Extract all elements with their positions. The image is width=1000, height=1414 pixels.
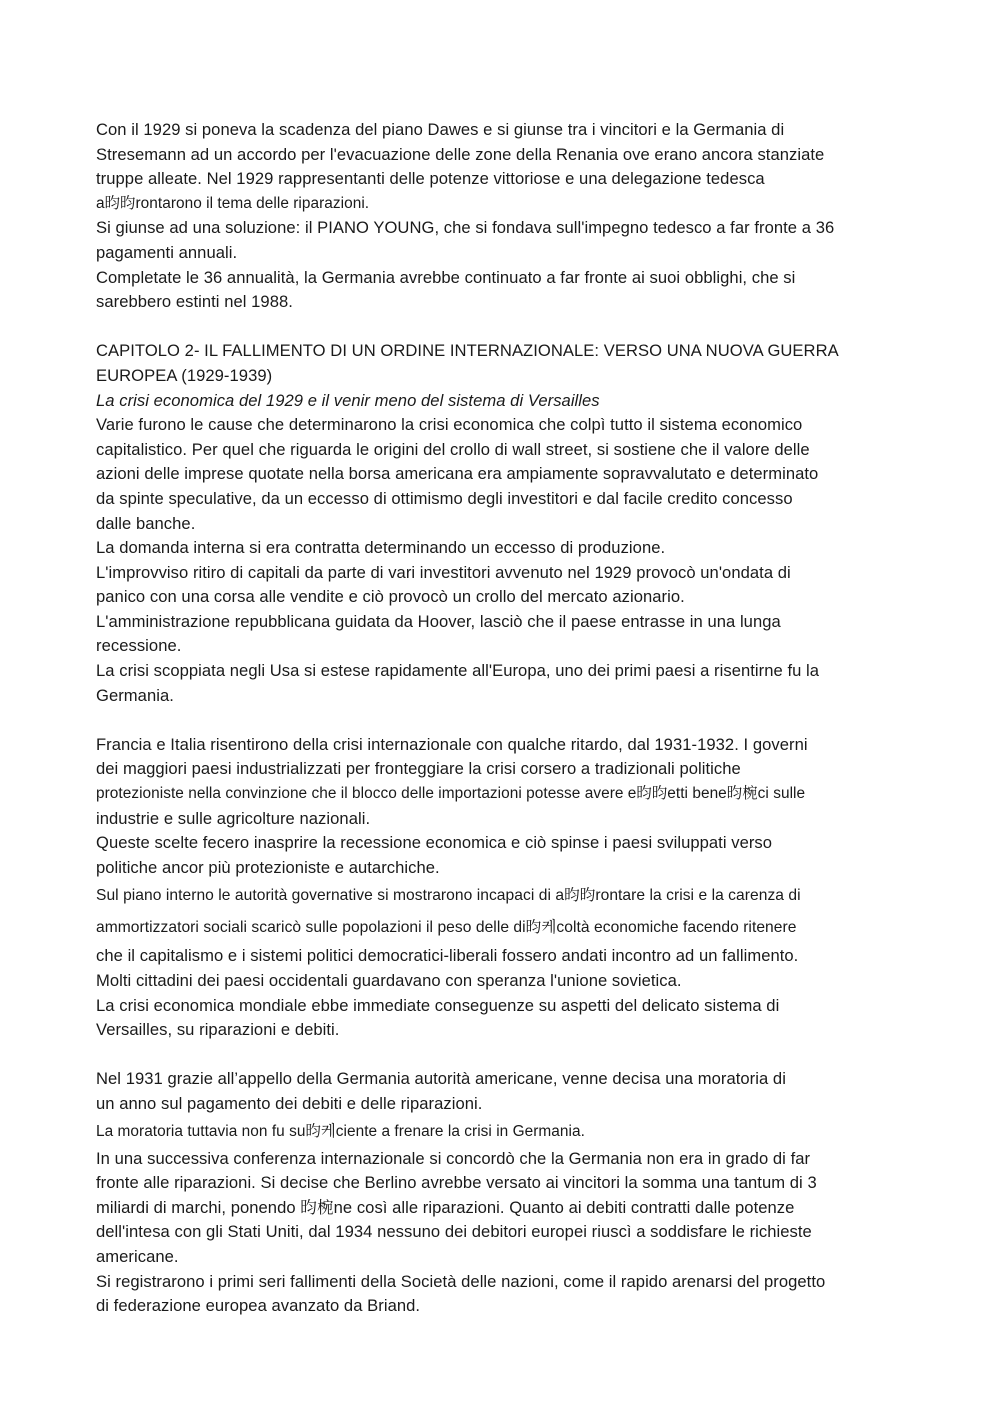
text-line: panico con una corsa alle vendite e ciò provocò un crollo del mercato azionario. bbox=[96, 587, 685, 607]
paragraph-spacer bbox=[96, 1043, 916, 1068]
text-line: Stresemann ad un accordo per l'evacuazione delle zone della Renania ove erano ancora stanziate bbox=[96, 144, 825, 164]
text-line: Versailles, su riparazioni e debiti. bbox=[96, 1020, 340, 1040]
text-line: La crisi economica mondiale ebbe immediate conseguenze su aspetti del delicato sistema di bbox=[96, 995, 780, 1015]
text-line: di federazione europea avanzato da Briand. bbox=[96, 1296, 421, 1316]
text-line: che il capitalismo e i sistemi politici democratici-liberali fossero andati incontro ad un fallimento. bbox=[96, 946, 799, 966]
text-line: a昀昀rontarono il tema delle riparazioni. bbox=[96, 194, 370, 212]
text-line: Con il 1929 si poneva la scadenza del piano Dawes e si giunse tra i vincitori e la Germania di bbox=[96, 120, 785, 139]
text-line: Nel 1931 grazie all’appello della Germania autorità americane, venne decisa una moratoria di bbox=[96, 1069, 786, 1089]
paragraph-france-italy bbox=[96, 733, 916, 1043]
text-line: Queste scelte fecero inasprire la recessione economica e ciò spinse i paesi sviluppati verso bbox=[96, 833, 773, 853]
text-line: pagamenti annuali. bbox=[96, 242, 238, 262]
text-line: In una successiva conferenza internazionale si concordò che la Germania non era in grado di far bbox=[96, 1148, 811, 1168]
text-line: La moratoria tuttavia non fu su昀케ciente a frenare la crisi in Germania. bbox=[96, 1122, 585, 1140]
text-line: dalle banche. bbox=[96, 513, 196, 533]
chapter-heading: EUROPEA (1929-1939) bbox=[96, 365, 273, 385]
paragraph-moratorium bbox=[96, 1067, 916, 1318]
paragraph-young-plan bbox=[96, 118, 916, 315]
text-line: un anno sul pagamento dei debiti e delle riparazioni. bbox=[96, 1093, 483, 1113]
text-line: Sul piano interno le autorità governative si mostrarono incapaci di a昀昀rontare la crisi e la carenza di bbox=[96, 887, 801, 905]
text-line: L'improvviso ritiro di capitali da parte di vari investitori avvenuto nel 1929 provocò un'ondata di bbox=[96, 562, 791, 582]
text-line: dell'intesa con gli Stati Uniti, dal 1934 nessuno dei debitori europei riuscì a soddisfare le richieste bbox=[96, 1222, 812, 1242]
text-line: da spinte speculative, da un eccesso di ottimismo degli investitori e dal facile credito concesso bbox=[96, 488, 793, 508]
text-line: azioni delle imprese quotate nella borsa americana era ampiamente sopravvalutato e determinato bbox=[96, 464, 819, 484]
chapter-heading: CAPITOLO 2- IL FALLIMENTO DI UN ORDINE INTERNAZIONALE: VERSO UNA NUOVA GUERRA bbox=[96, 341, 839, 361]
text-line: La crisi scoppiata negli Usa si estese rapidamente all'Europa, uno dei primi paesi a risentirne fu la bbox=[96, 661, 820, 681]
text-line: L'amministrazione repubblicana guidata da Hoover, lasciò che il paese entrasse in una lunga bbox=[96, 611, 781, 631]
text-line: Si giunse ad una soluzione: il PIANO YOUNG, che si fondava sull'impegno tedesco a far fronte a 36 bbox=[96, 218, 835, 238]
paragraph-spacer bbox=[96, 315, 916, 340]
text-line: Germania. bbox=[96, 685, 174, 705]
text-line: capitalistico. Per quel che riguarda le origini del crollo di wall street, si sostiene che il valore delle bbox=[96, 439, 810, 459]
text-line: Completate le 36 annualità, la Germania avrebbe continuato a far fronte ai suoi obblighi, che si bbox=[96, 267, 796, 287]
text-line: Francia e Italia risentirono della crisi internazionale con qualche ritardo, dal 1931-1932. I governi bbox=[96, 734, 808, 754]
text-line: Varie furono le cause che determinarono la crisi economica che colpì tutto il sistema economico bbox=[96, 415, 803, 435]
text-line: protezioniste nella convinzione che il blocco delle importazioni potesse avere e昀昀etti bene昀椀ci sulle bbox=[96, 785, 806, 803]
text-line: Molti cittadini dei paesi occidentali guardavano con speranza l'unione sovietica. bbox=[96, 971, 682, 990]
text-line: sarebbero estinti nel 1988. bbox=[96, 292, 293, 312]
document-page bbox=[96, 118, 916, 1319]
text-line: La domanda interna si era contratta determinando un eccesso di produzione. bbox=[96, 538, 666, 558]
paragraph-chapter-2 bbox=[96, 339, 916, 708]
text-line: industrie e sulle agricolture nazionali. bbox=[96, 808, 371, 828]
text-line: americane. bbox=[96, 1246, 179, 1266]
text-line: recessione. bbox=[96, 636, 182, 656]
text-line: fronte alle riparazioni. Si decise che Berlino avrebbe versato ai vincitori la somma una tantum di 3 bbox=[96, 1173, 817, 1193]
text-line: Si registrarono i primi seri fallimenti della Società delle nazioni, come il rapido arenarsi del progetto bbox=[96, 1271, 826, 1291]
text-line: politiche ancor più protezioniste e autarchiche. bbox=[96, 857, 440, 877]
text-line: miliardi di marchi, ponendo 昀椀ne così alle riparazioni. Quanto ai debiti contratti dalle potenze bbox=[96, 1197, 795, 1217]
text-line: dei maggiori paesi industrializzati per fronteggiare la crisi corsero a tradizionali politiche bbox=[96, 759, 741, 779]
paragraph-spacer bbox=[96, 708, 916, 733]
section-subtitle: La crisi economica del 1929 e il venir meno del sistema di Versailles bbox=[96, 390, 600, 410]
text-line: truppe alleate. Nel 1929 rappresentanti delle potenze vittoriose e una delegazione tedesca bbox=[96, 169, 765, 189]
text-line: ammortizzatori sociali scaricò sulle popolazioni il peso delle di昀케coltà economiche facendo ritenere bbox=[96, 919, 797, 937]
